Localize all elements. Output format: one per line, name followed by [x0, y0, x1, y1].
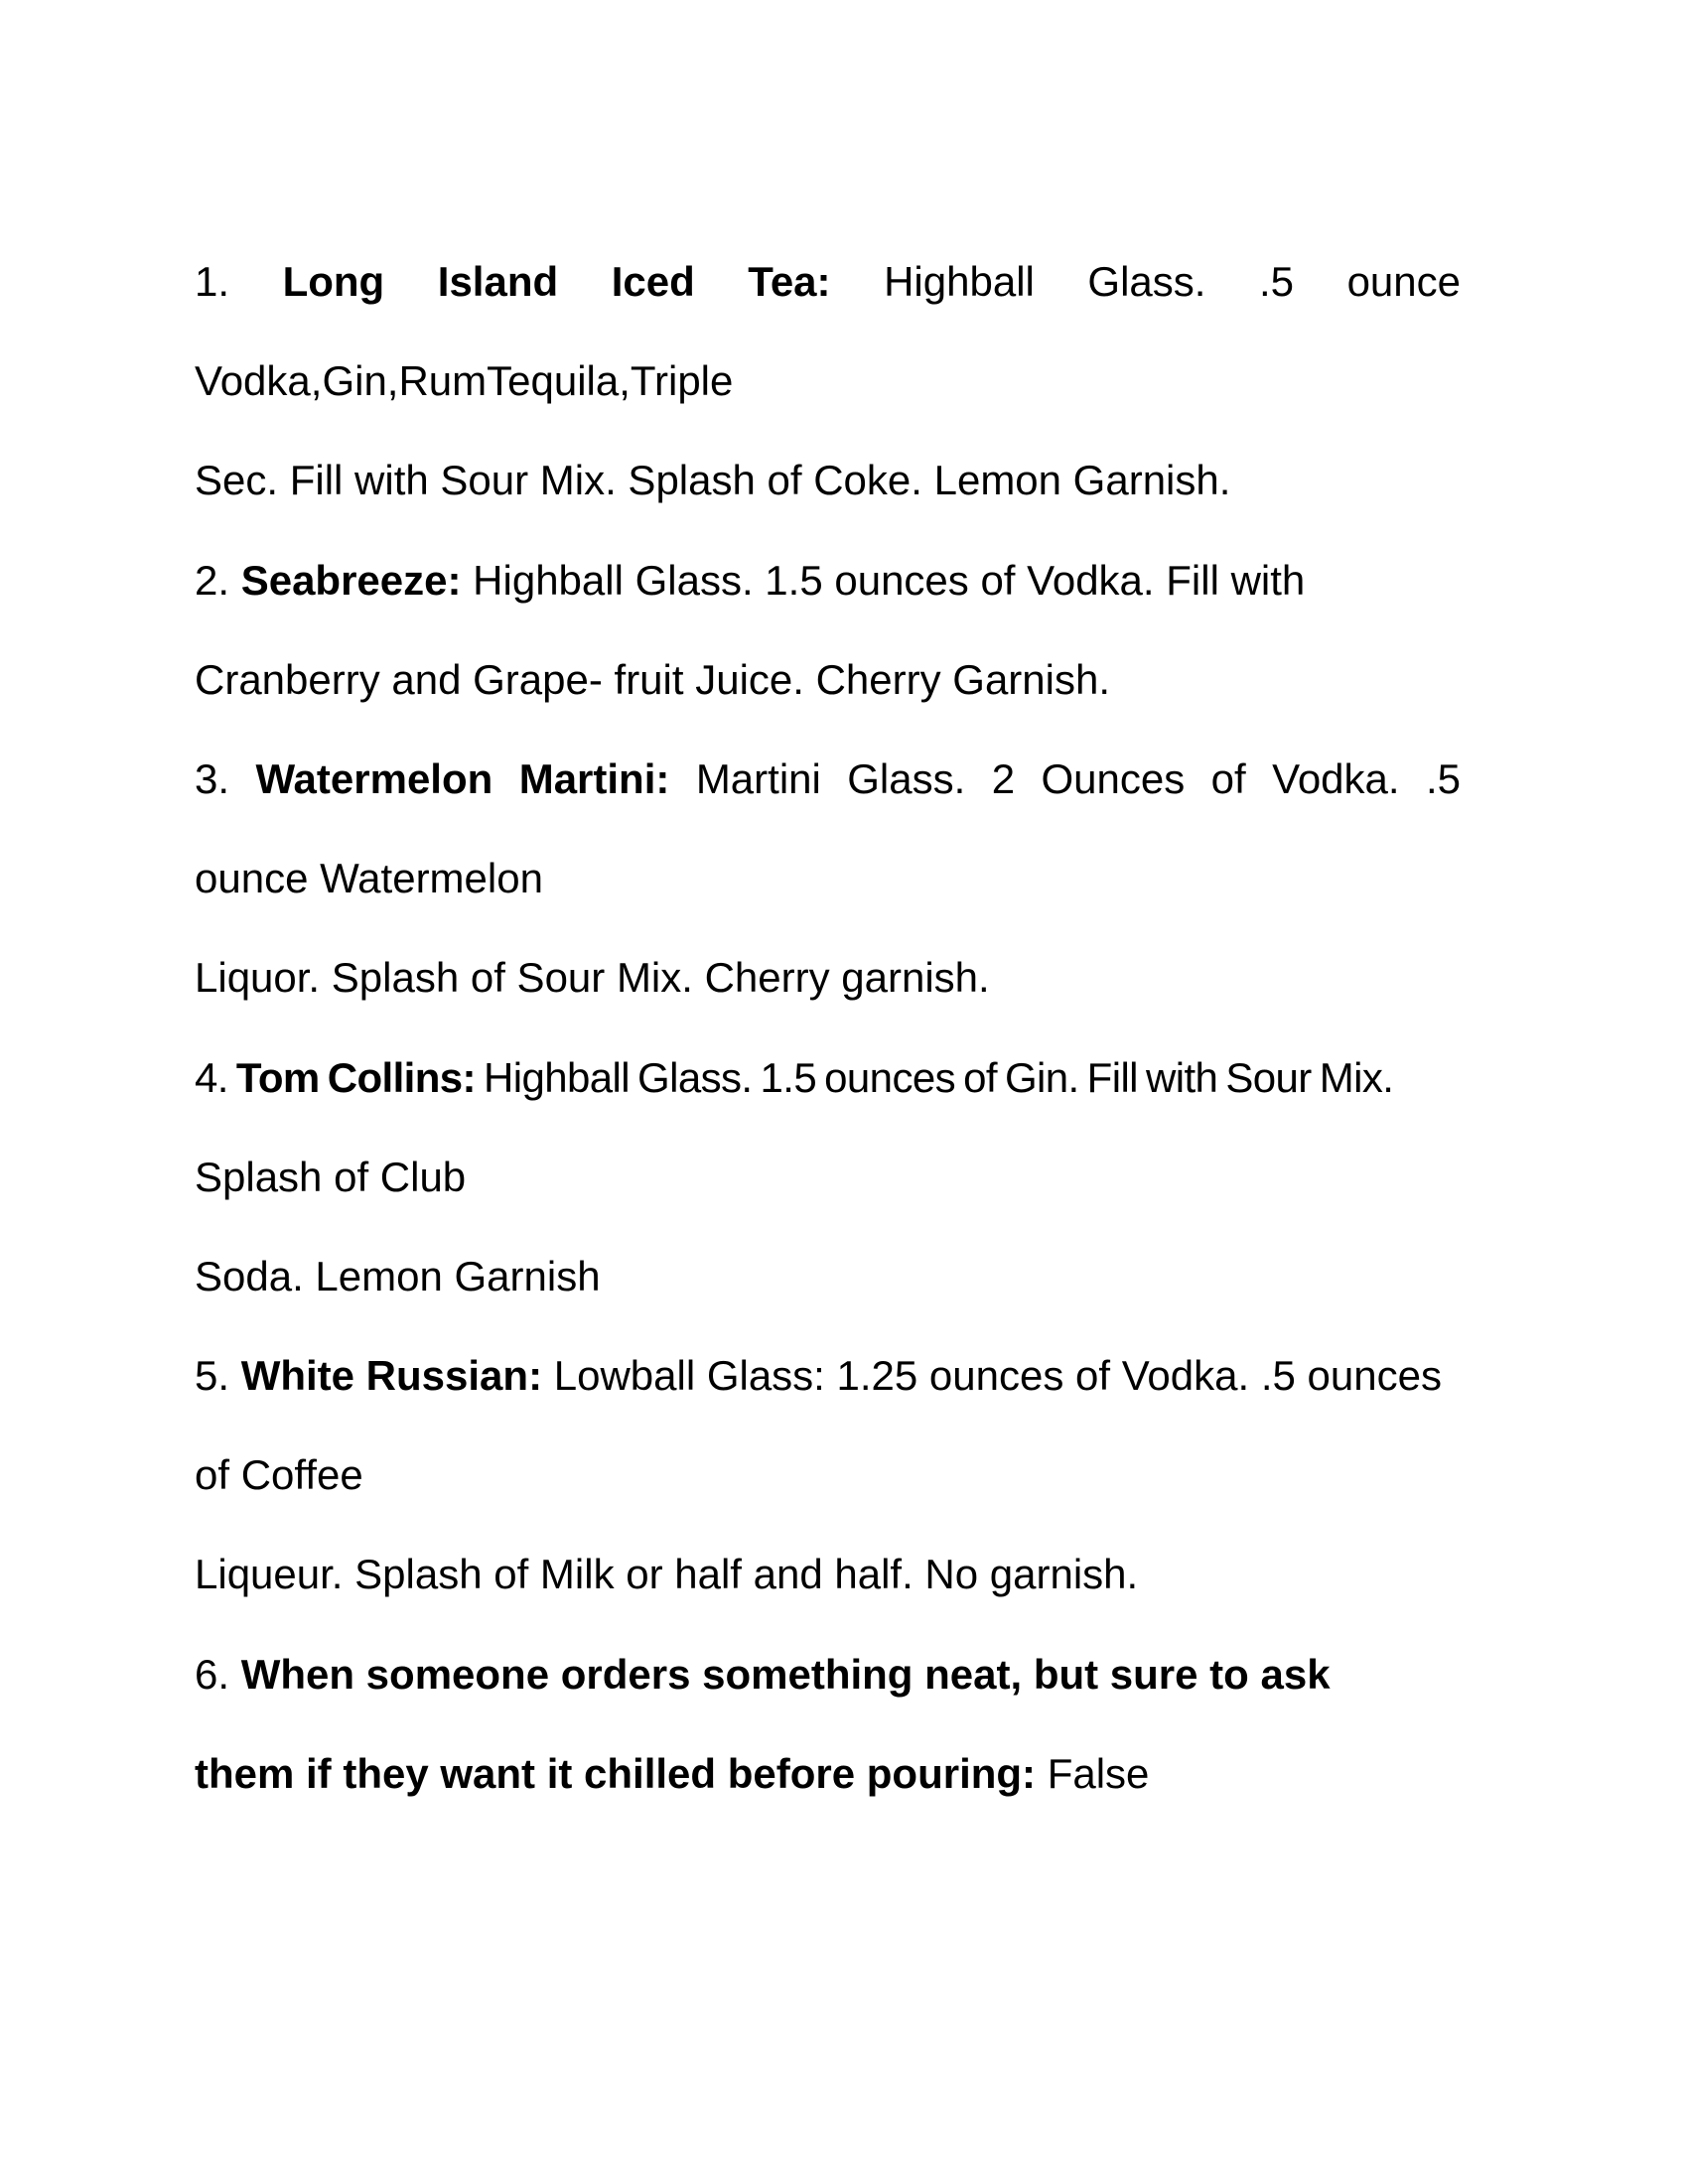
item-5-line-1 [195, 1326, 1461, 1426]
item-3-line-2: ounce Watermelon [195, 855, 543, 902]
document-body [195, 232, 1461, 1824]
item-2-line-1 [195, 531, 1461, 630]
item-number: 1. [195, 258, 230, 305]
item-3-line-1 [195, 730, 1461, 829]
item-text: Martini Glass. 2 Ounces of Vodka. .5 [695, 754, 1462, 802]
item-1-line-2: Vodka,Gin,RumTequila,Triple [195, 357, 734, 405]
item-title: When someone orders something neat, but sure to ask [240, 1650, 1331, 1698]
item-text: Highball Glass. 1.5 ounces of Vodka. Fill with [461, 556, 1306, 604]
item-1-line-1 [195, 232, 1461, 332]
item-4-line-3: Soda. Lemon Garnish [195, 1252, 601, 1299]
item-title: Tom Collins: [235, 1053, 476, 1101]
item-number: 4. [195, 1053, 228, 1101]
item-1-line-3: Sec. Fill with Sour Mix. Splash of Coke. Lemon Garnish. [195, 457, 1231, 504]
item-text: Lowball Glass: 1.25 ounces of Vodka. .5 ounces [542, 1352, 1442, 1400]
item-4-line-2: Splash of Club [195, 1153, 467, 1200]
item-answer: False [1036, 1749, 1150, 1797]
item-5-line-2: of Coffee [195, 1451, 363, 1499]
item-title: Long Island Iced Tea: [282, 258, 831, 305]
item-number: 2. [195, 556, 230, 604]
item-2-line-2: Cranberry and Grape- fruit Juice. Cherry Garnish. [195, 655, 1111, 703]
item-title: Seabreeze: [240, 556, 462, 604]
item-text: Highball Glass. 1.5 ounces of Gin. Fill with Sour Mix. [475, 1053, 1394, 1101]
item-title: White Russian: [240, 1352, 543, 1400]
item-title: them if they want it chilled before pouring: [195, 1749, 1037, 1797]
item-6-line-1 [195, 1625, 1461, 1724]
item-4-line-1 [195, 1028, 1461, 1128]
item-number: 5. [195, 1352, 230, 1400]
item-6-line-2 [195, 1724, 1461, 1824]
item-text: Highball Glass. .5 ounce [884, 258, 1462, 305]
item-title: Watermelon Martini: [255, 754, 670, 802]
item-number: 6. [195, 1650, 230, 1698]
item-number: 3. [195, 754, 230, 802]
item-3-line-3: Liquor. Splash of Sour Mix. Cherry garnish. [195, 954, 990, 1002]
item-5-line-3: Liqueur. Splash of Milk or half and half. No garnish. [195, 1551, 1139, 1598]
